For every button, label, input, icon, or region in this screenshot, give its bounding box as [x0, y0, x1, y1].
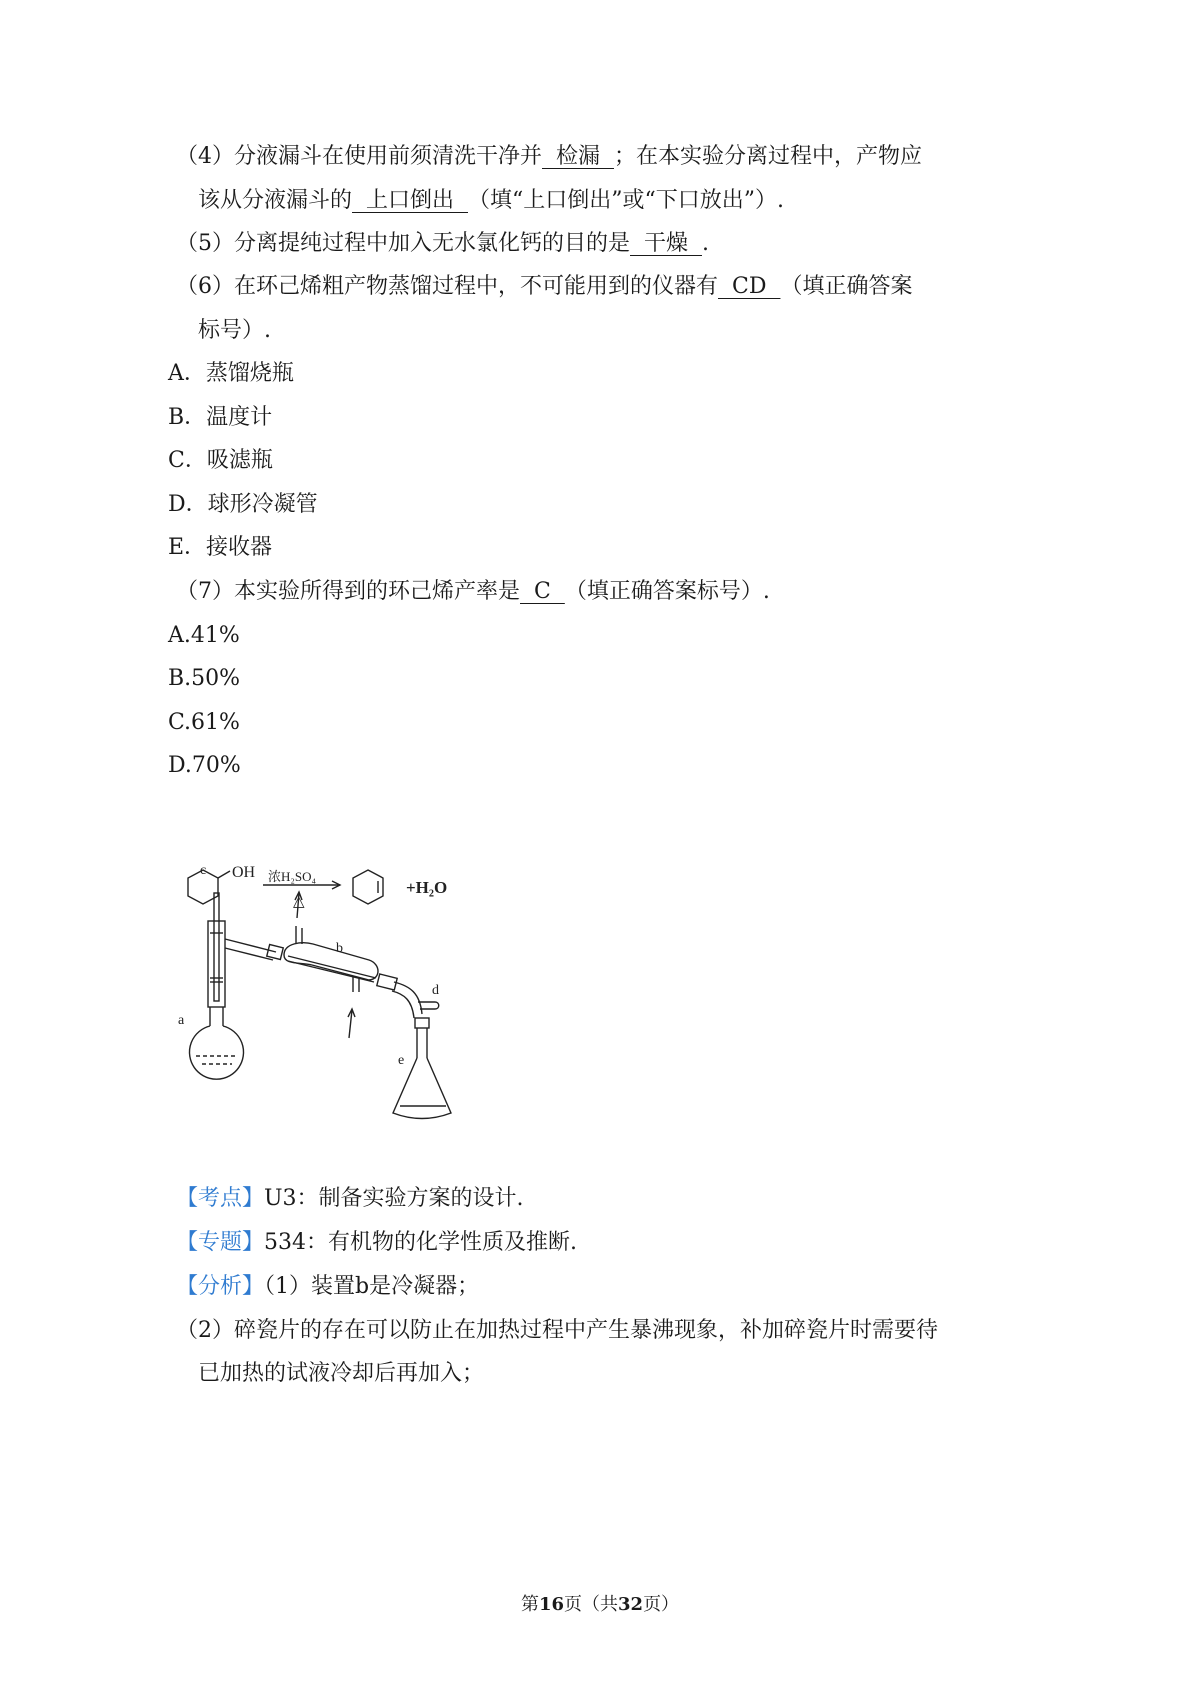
label-b: b [336, 941, 343, 956]
q6-option-a: A．蒸馏烧瓶 [168, 361, 294, 386]
label-d: d [432, 983, 439, 998]
footer-mid: 页（共 [564, 1594, 618, 1615]
q7-line [176, 577, 770, 607]
zhuanti-line [176, 1228, 577, 1258]
q7-option-c: C.61% [168, 710, 240, 735]
kaodian-line [176, 1184, 524, 1214]
reagent-label: 浓H₂SO₄ [268, 869, 317, 884]
label-e: e [398, 1053, 405, 1068]
q4-line-1 [176, 142, 922, 172]
q7-option-d: D.70% [168, 753, 241, 778]
oh-label: OH [232, 864, 256, 881]
analysis-p2-line-2: 已加热的试液冷却后再加入； [198, 1361, 485, 1386]
receiver-stopper [415, 1018, 429, 1028]
apparatus-figure [178, 863, 508, 1220]
q6-option-c: C．吸滤瓶 [168, 448, 273, 473]
q6-tail: （填正确答案 [780, 274, 913, 299]
q5-tail: . [701, 231, 709, 256]
q4-line-2 [198, 186, 784, 216]
q7-option-a: A.41% [168, 623, 240, 648]
q7-text: （7）本实验所得到的环己烯产率是 [176, 579, 520, 604]
q4-text-2: ；在本实验分离过程中，产物应 [613, 144, 922, 169]
q6-text: （6）在环己烯粗产物蒸馏过程中，不可能用到的仪器有 [176, 274, 718, 299]
thermometer [214, 893, 219, 1001]
page-footer [0, 1592, 1200, 1618]
q6-line-2 [198, 316, 271, 346]
footer-total-pages: 32 [618, 1594, 644, 1615]
zhuanti-tag: 【专题】 [176, 1230, 265, 1255]
q6-cont: 标号）. [198, 318, 271, 343]
footer-post: 页） [643, 1594, 680, 1615]
kaodian-text: U3：制备实验方案的设计. [264, 1186, 524, 1211]
q5-answer: 干燥 [630, 231, 702, 256]
footer-pre: 第 [520, 1594, 539, 1615]
q6-option-e: E．接收器 [168, 535, 273, 560]
q7-answer: C [520, 579, 565, 604]
label-c: c [200, 863, 207, 878]
q4-answer-1: 检漏 [542, 144, 614, 169]
q6-line-1 [176, 272, 912, 302]
q4-text-3: 该从分液漏斗的 [198, 188, 353, 213]
q7-tail: （填正确答案标号）. [564, 579, 770, 604]
delta-label: △ [293, 894, 305, 910]
q6-answer: CD [718, 274, 781, 299]
q6-option-b: B．温度计 [168, 405, 273, 430]
fenxi-text: （1）装置b是冷凝器； [264, 1274, 480, 1299]
label-a: a [178, 1013, 185, 1028]
fenxi-tag: 【分析】 [176, 1274, 265, 1299]
q5-text: （5）分离提纯过程中加入无水氯化钙的目的是 [176, 231, 630, 256]
water-label: +H₂O [406, 878, 448, 897]
q4-text-1: （4）分液漏斗在使用前须清洗干净并 [176, 144, 542, 169]
q7-option-b: B.50% [168, 666, 241, 691]
round-bottom-flask [190, 1026, 244, 1079]
q6-option-d: D．球形冷凝管 [168, 492, 318, 517]
q4-answer-2: 上口倒出 [352, 188, 468, 213]
q4-text-4: （填“上口倒出”或“下口放出”）. [468, 188, 784, 213]
zhuanti-text: 534：有机物的化学性质及推断. [264, 1230, 578, 1255]
analysis-p2-line-1: （2）碎瓷片的存在可以防止在加热过程中产生暴沸现象，补加碎瓷片时需要待 [176, 1318, 938, 1343]
q5-line [176, 229, 709, 259]
distilling-head [208, 921, 225, 1007]
oh-bond [218, 871, 230, 878]
adapter [394, 982, 422, 1014]
footer-page-number: 16 [538, 1594, 564, 1615]
fenxi-line [176, 1272, 479, 1302]
kaodian-tag: 【考点】 [176, 1186, 265, 1211]
